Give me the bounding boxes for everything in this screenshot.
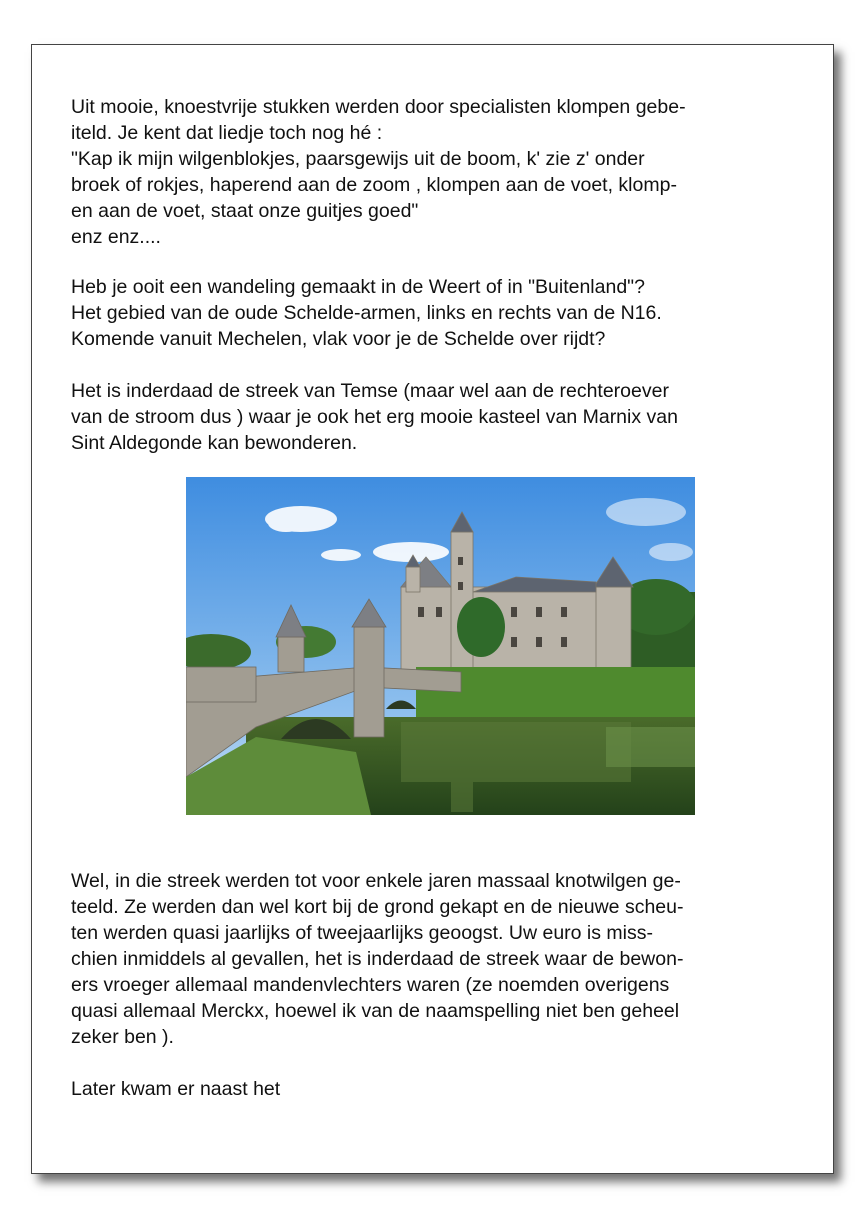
text-line: Het is inderdaad de streek van Temse (maar wel aan de rechteroever — [71, 380, 669, 402]
text-line: ers vroeger allemaal mandenvlechters waren (ze noemden overigens — [71, 974, 670, 996]
text-line: van de stroom dus ) waar je ook het erg mooie kasteel van Marnix van — [71, 406, 678, 428]
lily-pads — [606, 727, 695, 767]
text-line: enz enz.... — [71, 226, 161, 248]
text-line: Uit mooie, knoestvrije stukken werden door specialisten klompen gebe- — [71, 96, 686, 118]
text-line: quasi allemaal Merckx, hoewel ik van de naamspelling niet ben geheel — [71, 1000, 680, 1022]
text-line: Komende vanuit Mechelen, vlak voor je de Schelde over rijdt? — [71, 328, 606, 350]
text-line: chien inmiddels al gevallen, het is inderdaad de streek waar de bewon- — [71, 948, 684, 970]
castle-photo — [186, 477, 695, 815]
document-page — [31, 44, 834, 1174]
text-line: en aan de voet, staat onze guitjes goed" — [71, 200, 419, 222]
paragraph-knotwilgen — [71, 868, 801, 1050]
castle-illustration — [186, 477, 695, 815]
text-line: Later kwam er naast het — [71, 1078, 281, 1100]
text-line: zeker ben ). — [71, 1026, 174, 1048]
paragraph-later — [71, 1076, 801, 1102]
tree-front — [457, 597, 505, 657]
text-line: broek of rokjes, haperend aan de zoom , klompen aan de voet, klomp- — [71, 174, 677, 196]
paragraph-temse — [71, 378, 801, 456]
paragraph-wandeling — [71, 274, 801, 352]
text-line: Het gebied van de oude Schelde-armen, links en rechts van de N16. — [71, 302, 662, 324]
text-line: "Kap ik mijn wilgenblokjes, paarsgewijs uit de boom, k' zie z' onder — [71, 148, 645, 170]
text-line: iteld. Je kent dat liedje toch nog hé : — [71, 122, 383, 144]
text-line: Heb je ooit een wandeling gemaakt in de Weert of in "Buitenland"? — [71, 276, 645, 298]
text-line: Wel, in die streek werden tot voor enkele jaren massaal knotwilgen ge- — [71, 870, 681, 892]
text-line: ten werden quasi jaarlijks of tweejaarlijks geoogst. Uw euro is miss- — [71, 922, 653, 944]
paragraph-klompen — [71, 94, 801, 250]
text-line: teeld. Ze werden dan wel kort bij de grond gekapt en de nieuwe scheu- — [71, 896, 684, 918]
text-line: Sint Aldegonde kan bewonderen. — [71, 432, 358, 454]
